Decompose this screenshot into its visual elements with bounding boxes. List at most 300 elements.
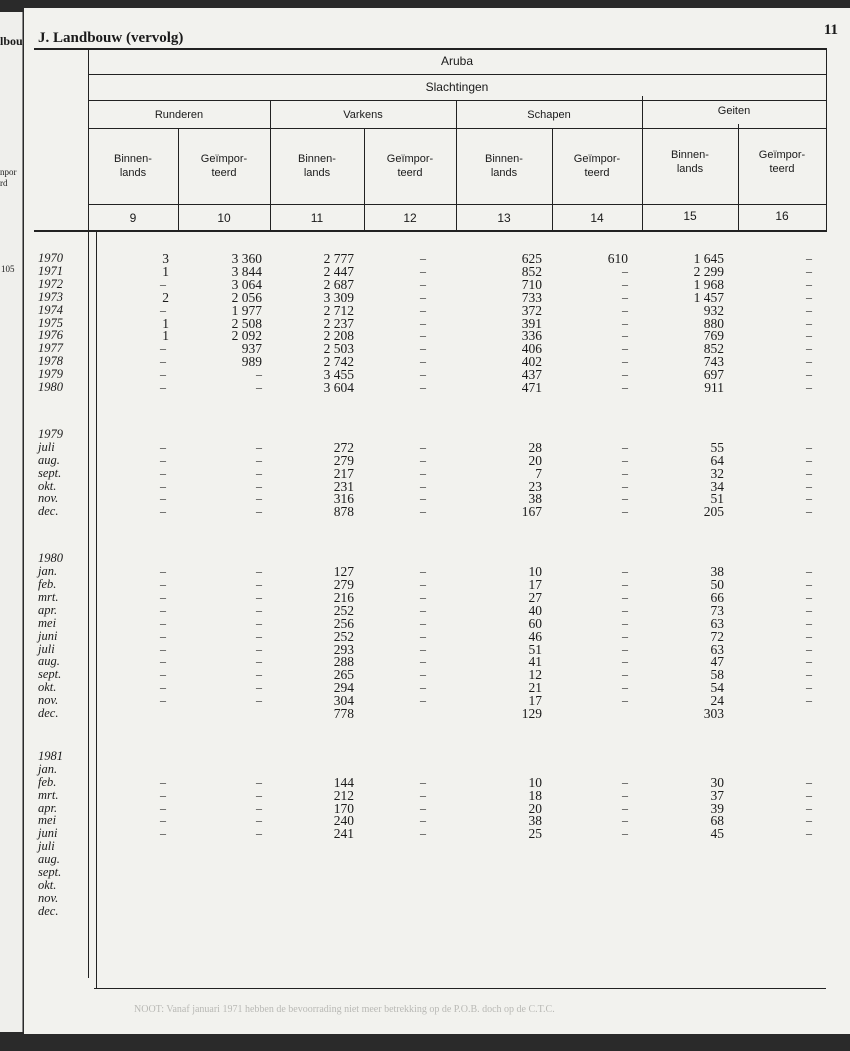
row-label: 1980 [38, 380, 63, 394]
table-cell: 294 [333, 680, 354, 696]
col-number-10: 10 [217, 211, 231, 225]
table-cell: – [622, 380, 628, 394]
table-cell: – [256, 813, 262, 828]
column-rule [96, 232, 97, 988]
table-cell: 17 [528, 693, 542, 709]
row-label: juli [38, 439, 55, 454]
row-label: 1981 [38, 748, 63, 763]
page-number: 11 [823, 22, 838, 38]
subhead-geiten-binnenlands: Binnen- lands [671, 149, 709, 175]
table-cell: – [622, 491, 628, 506]
table-cell: 17 [528, 577, 542, 592]
table-cell: – [622, 367, 628, 382]
table-cell: – [160, 491, 166, 506]
table-cell: 852 [521, 263, 542, 279]
table-cell: – [420, 439, 426, 454]
table-cell: – [160, 602, 166, 617]
table-cell: 2 [162, 289, 169, 305]
table-cell: 241 [333, 826, 354, 842]
table-cell: 937 [241, 341, 262, 357]
table-cell: – [806, 504, 812, 519]
row-label: dec. [38, 903, 59, 918]
table-cell: – [622, 315, 628, 330]
table-cell: – [420, 289, 426, 304]
table-cell: – [160, 341, 166, 356]
row-label: apr. [38, 602, 58, 617]
table-cell: – [420, 654, 426, 669]
table-cell: – [160, 367, 166, 382]
table-cell: – [806, 589, 812, 604]
table-cell: 39 [710, 800, 724, 816]
table-cell: – [160, 380, 166, 394]
table-cell: – [622, 774, 628, 789]
left-page-title-fragment: lbou [0, 34, 23, 48]
table-cell: 41 [528, 654, 542, 670]
table-cell: – [256, 787, 262, 802]
table-cell: – [420, 774, 426, 789]
table-cell: – [806, 826, 812, 841]
table-cell: – [622, 667, 628, 682]
table-cell: 170 [333, 800, 354, 816]
table-cell: 24 [710, 693, 724, 709]
table-cell: 20 [528, 800, 542, 816]
table-cell: 778 [333, 706, 354, 721]
table-cell: – [256, 615, 262, 630]
table-cell: 45 [710, 826, 724, 842]
table-cell: – [420, 367, 426, 382]
row-label: aug. [38, 852, 60, 867]
table-cell: 7 [535, 465, 542, 481]
row-label: feb. [38, 577, 57, 591]
table-cell: 372 [521, 302, 542, 318]
table-cell: – [160, 615, 166, 630]
table-cell: 2 742 [323, 354, 354, 370]
table-cell: – [420, 589, 426, 604]
table-cell: – [622, 826, 628, 841]
table-cell: – [256, 693, 262, 708]
table-cell: 272 [333, 439, 354, 455]
table-cell: 989 [241, 354, 262, 370]
table-cell: – [160, 478, 166, 493]
table-cell: 3 844 [231, 263, 262, 279]
row-label: sept. [38, 465, 62, 480]
table-cell: – [622, 289, 628, 304]
row-label: 1973 [38, 289, 63, 304]
table-cell: 2 299 [693, 263, 724, 279]
table-cell: – [806, 667, 812, 682]
table-cell: 625 [521, 251, 542, 266]
table-cell: – [160, 628, 166, 643]
row-label: okt. [38, 680, 57, 695]
table-cell: – [806, 289, 812, 304]
table-cell: 21 [528, 680, 542, 696]
row-label: okt. [38, 478, 57, 493]
table-cell: 1 645 [693, 251, 724, 266]
table-cell: 23 [528, 478, 542, 494]
table-cell: – [420, 315, 426, 330]
table-cell: 697 [703, 367, 724, 383]
table-cell: 733 [521, 289, 542, 305]
table-cell: – [622, 615, 628, 630]
table-cell: – [806, 813, 812, 828]
row-label: 1971 [38, 263, 63, 278]
group-header-runderen: Runderen [154, 109, 204, 121]
table-cell: – [806, 693, 812, 708]
row-label: nov. [38, 491, 59, 506]
table-cell: – [420, 276, 426, 291]
table-cell: 402 [521, 354, 542, 370]
table-cell: 231 [333, 478, 354, 494]
row-label: 1979 [38, 426, 63, 441]
table-cell: 1 [162, 328, 169, 344]
table-cell: 1 457 [693, 289, 724, 305]
table-cell: – [256, 452, 262, 467]
table-cell: – [420, 341, 426, 356]
row-label: 1977 [38, 341, 63, 356]
table-cell: – [420, 504, 426, 519]
table-cell: 3 064 [231, 276, 262, 292]
row-label: 1970 [38, 251, 63, 265]
table-cell: – [420, 615, 426, 630]
table-cell: – [420, 251, 426, 265]
table-cell: – [420, 577, 426, 591]
table-cell: – [420, 491, 426, 506]
table-cell: 12 [528, 667, 542, 683]
table-cell: 34 [710, 478, 724, 494]
table-cell: – [256, 367, 262, 382]
group-header-schapen: Schapen [527, 109, 571, 121]
row-label: 1980 [38, 551, 63, 566]
table-cell: – [160, 667, 166, 682]
col-number-14: 14 [590, 211, 604, 225]
table-cell: – [420, 465, 426, 480]
row-label: 1979 [38, 367, 63, 382]
table-cell: 288 [333, 654, 354, 670]
table-cell: – [622, 263, 628, 278]
table-cell: 27 [528, 589, 542, 605]
table-cell: – [806, 577, 812, 591]
subhead-schapen-binnenlands: Binnen- lands [485, 153, 523, 179]
table-cell: – [256, 602, 262, 617]
table-cell: – [806, 341, 812, 356]
table-cell: – [256, 826, 262, 841]
table-cell: 2 712 [323, 302, 354, 318]
table-cell: – [622, 589, 628, 604]
row-label: mrt. [38, 787, 59, 802]
table-cell: 279 [333, 577, 354, 592]
group-header-geiten: Geiten [717, 105, 751, 117]
table-cell: – [622, 276, 628, 291]
table-cell: – [420, 328, 426, 343]
table-cell: – [160, 813, 166, 828]
table-cell: – [160, 654, 166, 669]
group-header-varkens: Varkens [343, 109, 383, 121]
table-cell: – [622, 787, 628, 802]
table-cell: 38 [528, 813, 542, 829]
table-cell: 3 604 [323, 380, 354, 395]
table-cell: – [420, 826, 426, 841]
table-cell: 20 [528, 452, 542, 468]
table-cell: 437 [521, 367, 542, 383]
row-label: 1972 [38, 276, 63, 291]
table-cell: 1 968 [693, 276, 724, 292]
table-cell: – [420, 641, 426, 656]
row-label: dec. [38, 504, 59, 519]
table-cell: 58 [710, 667, 724, 683]
table-cell: 293 [333, 641, 354, 657]
table-cell: – [160, 564, 166, 579]
row-label: 1978 [38, 354, 63, 369]
table-cell: – [420, 380, 426, 394]
table-cell: 38 [528, 491, 542, 507]
table-cell: – [622, 641, 628, 656]
table-cell: – [160, 800, 166, 815]
row-rule [34, 230, 826, 232]
table-cell: – [420, 602, 426, 617]
row-label: feb. [38, 774, 57, 789]
table-cell: – [420, 787, 426, 802]
table-cell: 3 309 [323, 289, 354, 305]
table-cell: 51 [710, 491, 724, 507]
table-cell: – [806, 465, 812, 480]
table-cell: – [622, 577, 628, 591]
table-cell: 50 [710, 577, 724, 592]
row-label: dec. [38, 706, 59, 720]
table-cell: 710 [521, 276, 542, 292]
table-cell: – [160, 774, 166, 789]
row-label: nov. [38, 890, 59, 905]
table-cell: 304 [333, 693, 354, 709]
subhead-varkens-binnenlands: Binnen- lands [298, 153, 336, 179]
row-label: juli [38, 641, 55, 656]
table-cell: 216 [333, 589, 354, 605]
col-number-16: 16 [775, 209, 789, 223]
table-cell: – [420, 693, 426, 708]
table-cell: 256 [333, 615, 354, 631]
table-cell: 64 [710, 452, 724, 468]
table-cell: 28 [528, 439, 542, 455]
table-cell: 217 [333, 465, 354, 481]
table-cell: – [622, 602, 628, 617]
table-cell: – [256, 564, 262, 579]
subhead-runderen-geimporteerd: Geïmpor- teerd [200, 153, 248, 179]
row-label: juni [38, 628, 58, 643]
table-cell: 336 [521, 328, 542, 344]
table-cell: 129 [521, 706, 542, 721]
table-cell: – [256, 504, 262, 519]
table-cell: 2 503 [323, 341, 354, 357]
table-cell: 10 [528, 564, 542, 580]
table-cell: – [160, 465, 166, 480]
col-number-12: 12 [403, 211, 417, 225]
table-cell: – [256, 654, 262, 669]
table-cell: 932 [703, 302, 724, 318]
table-cell: 303 [703, 706, 724, 721]
table-cell: – [256, 667, 262, 682]
col-number-11: 11 [310, 211, 324, 225]
table-cell: – [806, 380, 812, 394]
table-cell: – [160, 302, 166, 317]
table-cell: – [622, 341, 628, 356]
table-cell: – [806, 251, 812, 265]
table-cell: – [622, 504, 628, 519]
table-cell: 37 [710, 787, 724, 803]
row-label: sept. [38, 667, 62, 682]
table-cell: 54 [710, 680, 724, 696]
table-cell: – [160, 452, 166, 467]
table-cell: 2 092 [231, 328, 262, 344]
table-cell: 391 [521, 315, 542, 331]
table-cell: 2 687 [323, 276, 354, 292]
table-cell: 769 [703, 328, 724, 344]
table-cell: – [160, 589, 166, 604]
table-cell: – [622, 800, 628, 815]
table-cell: – [256, 465, 262, 480]
table-cell: 60 [528, 615, 542, 631]
subject-header: Slachtingen [425, 80, 489, 94]
table-cell: – [622, 452, 628, 467]
table-cell: – [160, 787, 166, 802]
table-cell: – [160, 826, 166, 841]
table-cell: 68 [710, 813, 724, 829]
table-cell: 471 [521, 380, 542, 395]
subhead-varkens-geimporteerd: Geïmpor- teerd [386, 153, 434, 179]
table-cell: 46 [528, 628, 542, 644]
table-cell: – [256, 380, 262, 394]
table-cell: – [256, 491, 262, 506]
table-cell: – [160, 276, 166, 291]
col-number-15: 15 [683, 209, 697, 223]
table-cell: – [806, 491, 812, 506]
table-cell: 252 [333, 602, 354, 618]
table-cell: – [806, 478, 812, 493]
table-cell: – [160, 577, 166, 591]
left-page-edge [0, 12, 23, 1032]
table-cell: – [256, 774, 262, 789]
table-cell: 2 447 [323, 263, 354, 279]
row-label: 1976 [38, 328, 63, 343]
table-cell: – [160, 641, 166, 656]
table-cell: 18 [528, 787, 542, 803]
subhead-schapen-geimporteerd: Geïmpor- teerd [573, 153, 621, 179]
table-cell: – [622, 564, 628, 579]
table-cell: – [420, 452, 426, 467]
table-cell: – [420, 263, 426, 278]
table-cell: 252 [333, 628, 354, 644]
table-cell: 880 [703, 315, 724, 331]
table-cell: – [806, 263, 812, 278]
table-cell: 25 [528, 826, 542, 842]
table-cell: – [420, 667, 426, 682]
table-cell: – [256, 589, 262, 604]
table-cell: 1 [162, 315, 169, 331]
row-label: nov. [38, 693, 59, 708]
table-cell: 47 [710, 654, 724, 670]
table-cell: – [806, 564, 812, 579]
table-cell: – [160, 354, 166, 369]
table-cell: 73 [710, 602, 724, 618]
table-cell: – [420, 564, 426, 579]
table-cell: 51 [528, 641, 542, 657]
table-cell: – [806, 628, 812, 643]
row-label: okt. [38, 877, 57, 892]
table-cell: 72 [710, 628, 724, 644]
col-number-13: 13 [497, 211, 511, 225]
table-cell: – [806, 787, 812, 802]
table-cell: 2 056 [231, 289, 262, 305]
table-cell: – [806, 276, 812, 291]
table-cell: – [256, 577, 262, 591]
row-label: sept. [38, 865, 62, 879]
table-cell: 2 777 [323, 251, 354, 266]
table-cell: 743 [703, 354, 724, 370]
left-page-page-number: 105 [1, 264, 15, 274]
table-cell: – [622, 328, 628, 343]
column-rule [826, 48, 827, 232]
table-cell: 610 [607, 251, 628, 266]
table-cell: 265 [333, 667, 354, 683]
row-label: mei [38, 615, 57, 630]
table-cell: – [256, 800, 262, 815]
table-cell: – [622, 302, 628, 317]
table-cell: – [806, 800, 812, 815]
table-cell: 167 [521, 504, 542, 520]
table-cell: – [806, 680, 812, 695]
table-cell: 2 208 [323, 328, 354, 344]
table-cell: 852 [703, 341, 724, 357]
table-cell: 878 [333, 504, 354, 520]
table-cell: 2 237 [323, 315, 354, 331]
left-page-text-fragment: npor rd [0, 167, 17, 188]
row-rule [88, 204, 826, 205]
table-cell: – [160, 693, 166, 708]
table-cell: – [256, 641, 262, 656]
table-cell: 3 [162, 251, 169, 266]
row-label: aug. [38, 452, 60, 467]
table-cell: – [622, 465, 628, 480]
row-label: mei [38, 813, 57, 828]
table-cell: – [622, 654, 628, 669]
table-cell: – [160, 680, 166, 695]
show-through-footnote: NOOT: Vanaf januari 1971 hebben de bevoorrading niet meer betrekking op de P.O.B. doch op de C.T.C. [134, 1004, 555, 1015]
table-cell: – [806, 602, 812, 617]
table-cell: – [256, 478, 262, 493]
table-cell: 30 [710, 774, 724, 790]
table-cell: 212 [333, 787, 354, 803]
table-cell: 127 [333, 564, 354, 580]
subhead-geiten-geimporteerd: Geïmpor- teerd [758, 149, 806, 175]
row-rule [88, 74, 826, 75]
table-cell: 63 [710, 641, 724, 657]
table-cell: 66 [710, 589, 724, 605]
table-cell: – [420, 478, 426, 493]
table-cell: – [622, 354, 628, 369]
table-cell: – [622, 439, 628, 454]
table-cell: – [806, 774, 812, 789]
region-header: Aruba [440, 54, 474, 68]
table-cell: 240 [333, 813, 354, 829]
table-cell: – [806, 452, 812, 467]
table-cell: – [420, 354, 426, 369]
row-rule [94, 988, 826, 989]
table-cell: – [806, 439, 812, 454]
table-cell: – [420, 628, 426, 643]
table-cell: – [160, 439, 166, 454]
table-cell: – [256, 628, 262, 643]
statistics-page [24, 8, 850, 1034]
row-label: 1975 [38, 315, 63, 330]
table-cell: – [806, 302, 812, 317]
